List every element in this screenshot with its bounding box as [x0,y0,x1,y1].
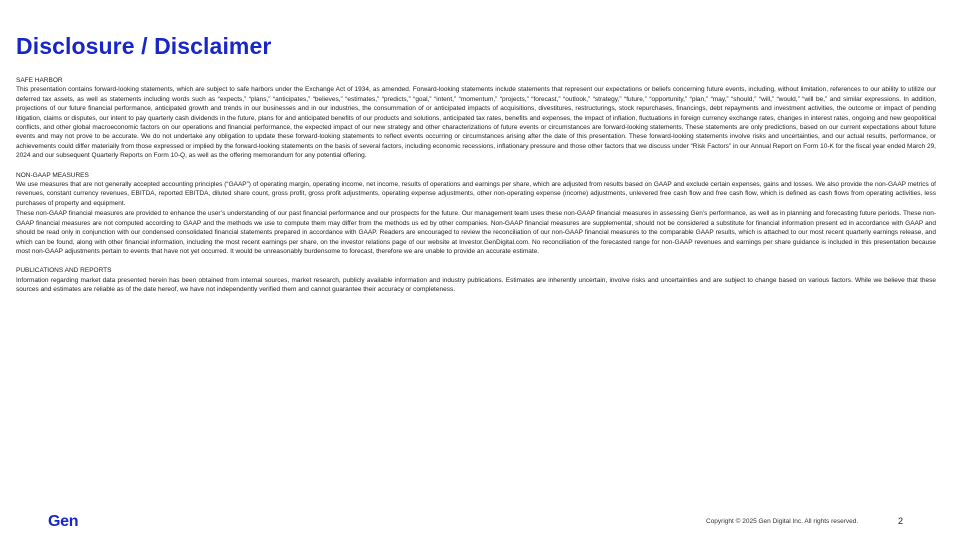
paragraph: These non-GAAP financial measures are provided to enhance the user’s understanding of our past financial performance and our prospects for the future. Our management team uses these non-GAAP financial measures in assessing Gen’s performance, as well as in planning and forecasting future periods. These non-GAAP financial measures are not computed according to GAAP and the methods we use to compute them may differ from the methods us ed by other companies. Non-GAAP financial measures are supplemental, should not be considered a substitute for financial information present ed in accordance with GAAP and should be read only in conjunction with our condensed consolidated financial statements prepared in accordance with GAAP. Readers are encouraged to review the reconciliation of our non-GAAP financial measures to the comparable GAAP results, which is attached to our most recent quarterly earnings release, and which can be found, along with other financial information, including the most recent earnings per share, on the investor relations page of our website at Investor.GenDigital.com. No reconciliation of the forecasted range for non-GAAP revenues and earnings per share guidance is included in this presentation because most non-GAAP adjustments pertain to events that have not yet occurred. It would be unreasonably burdensome to forecast, therefore we are unable to provide an accurate estimate. [16,210,936,255]
section-publications-and-reports [16,266,936,294]
paragraph: This presentation contains forward-looking statements, which are subject to safe harbors under the Exchange Act of 1934, as amended. Forward-looking statements include statements that represent our expectations or beliefs concerning future events, including, without limitation, references to our ability to utilize our deferred tax assets, as well as statements including words such as “expects,” “plans,” “anticipates,” “believes,” “estimates,” “predicts,” “goal,” “intent,” “momentum,” “projects,” “forecast,” “outlook,” “strategy,” “future,” “opportunity,” “plan,” “may,” “should,” “will,” “would,” “will be,” and similar expressions. In addition, projections of our future financial performance, anticipated growth and trends in our businesses and in our industries, the consummation of or anticipated impacts of acquisitions, divestitures, restructurings, stock repurchases, financings, debt repayments and investment activities, the outcome or impact of pending litigation, claims or disputes, our intent to pay quarterly cash dividends in the future, plans for and anticipated benefits of our products and solutions, anticipated tax rates, benefits and expenses, the impact of inflation, fluctuations in foreign currency exchange rates, changes in interest rates, ongoing and new geopolitical conflicts, and other global macroeconomic factors on our operations and financial performance, the expected impact of our new strategy and other characterizations of future events or circumstances are forward-looking statements. These statements are only predictions, based on our current expectations about future events and may not prove to be accurate. We do not undertake any obligation to update these forward-looking statements to reflect events occurring or circumstances arising after the date of this presentation. These forward-looking statements involve risks and uncertainties, and our actual results, performance, or achievements could differ materially from those expressed or implied by the forward-looking statements on the basis of several factors, including economic recessions, inflationary pressure and those other factors that we discuss under “Risk Factors” in our Annual Report on Form 10-K for the fiscal year ended March 29, 2024 and our subsequent Quarterly Reports on Form 10-Q, as well as the offering memorandum for any potential offering. [16,86,936,160]
gen-logo: Gen [48,513,79,530]
copyright-notice: Copyright © 2025 Gen Digital Inc. All rights reserved. [706,518,859,525]
page-number: 2 [898,516,904,526]
section-heading: NON-GAAP MEASURES [16,171,89,179]
section-heading: PUBLICATIONS AND REPORTS [16,267,112,275]
paragraph: Information regarding market data presented herein has been obtained from internal sources, market research, publicly available information and industry publications. Estimates are inherently uncertain, involve risks and uncertainties and are subject to change based on various factors. While we believe that these sources and estimates are reliable as of the date hereof, we have not independently verified them and cannot guarantee their accuracy or completeness. [16,276,936,294]
section-heading: SAFE HARBOR [16,77,63,84]
paragraph: We use measures that are not generally accepted accounting principles (“GAAP”) of operating margin, operating income, net income, results of operations and earnings per share, which are adjusted from results based on GAAP and exclude certain expenses, gains and losses. We also provide the non-GAAP metrics of revenues, constant currency revenues, EBITDA, reported EBITDA, diluted share count, gross profit, gross profit adjustments, operating expense adjustments, other non-operating expense (income) adjustments, unlevered free cash flow and free cash flow, which is defined as cash flows from operating activities, less purchases of property and equipment. [16,181,936,207]
section-safe-harbor [16,76,936,161]
disclaimer-content [16,76,936,305]
page-title: Disclosure / Disclaimer [16,33,272,59]
section-non-gaap-measures [16,171,936,257]
